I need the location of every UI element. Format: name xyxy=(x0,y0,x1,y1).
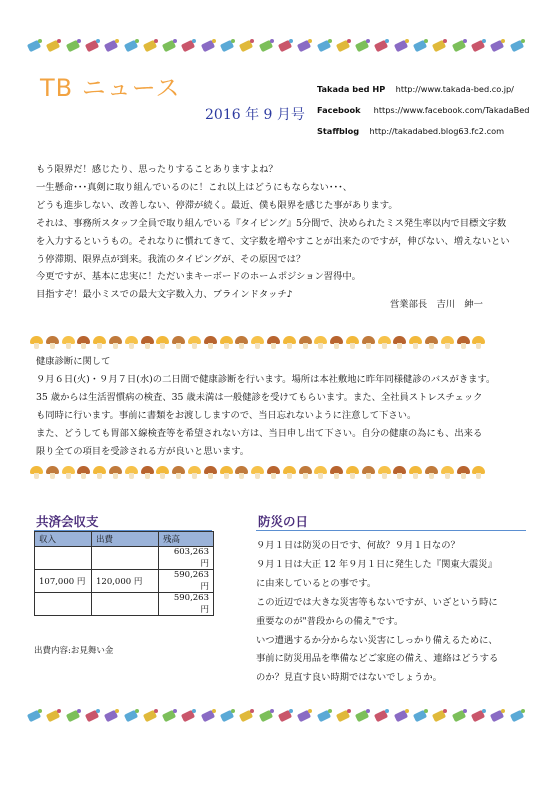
border-ornament-dot xyxy=(270,709,274,713)
health-line: 35 歳からは生活習慣病の検査、35 歳未満は一般健診を受けてもらいます。また、全社員ストレスチェック xyxy=(36,391,483,403)
mushroom-icon xyxy=(378,466,391,479)
article-line: 一生懸命･･･真剣に取り組んでいるのに！これ以上はどうにもならない･･･、 xyxy=(36,181,353,193)
mushroom-icon xyxy=(125,466,138,479)
mushroom-stem xyxy=(50,343,55,349)
border-ornament-dot xyxy=(424,39,428,43)
mushroom-stem xyxy=(145,343,150,349)
bosai-line: いつ遭遇するか分からない災害にしっかり備えるために、 xyxy=(256,634,498,646)
mushroom-stem xyxy=(224,473,229,479)
health-checkup-notice xyxy=(36,353,536,460)
mushroom-stem xyxy=(413,473,418,479)
mushroom-stem xyxy=(192,343,197,349)
border-ornament-dot xyxy=(77,39,81,43)
link-label: Staffblog xyxy=(317,126,360,136)
mushroom-stem xyxy=(397,473,402,479)
border-ornament-dot xyxy=(173,709,177,713)
mushroom-icon xyxy=(156,336,169,349)
mushroom-stem xyxy=(81,473,86,479)
mushroom-stem xyxy=(318,343,323,349)
border-ornament-dot xyxy=(38,39,42,43)
mushroom-stem xyxy=(113,473,118,479)
top-border-decoration xyxy=(28,36,532,58)
mushroom-stem xyxy=(160,343,165,349)
border-ornament-dot xyxy=(308,709,312,713)
article-line: 今更ですが、基本に忠実に！ただいまキーボードのホームポジション習得中。 xyxy=(36,271,361,283)
mushroom-icon xyxy=(283,336,296,349)
border-ornament-dot xyxy=(231,709,235,713)
bosai-line: ９月１日は大正 12 年９月１日に発生した『関東大震災』 xyxy=(256,558,497,570)
mushroom-icon xyxy=(141,466,154,479)
border-ornament-dot xyxy=(366,39,370,43)
link-row-facebook[interactable] xyxy=(317,100,530,121)
mushroom-icon xyxy=(378,336,391,349)
kyosai-expense-note: 出費内容:お見舞い金 xyxy=(34,646,114,656)
link-row-staffblog[interactable] xyxy=(317,121,530,142)
mushroom-icon xyxy=(393,336,406,349)
border-ornament-dot xyxy=(424,709,428,713)
border-ornament-dot xyxy=(57,709,61,713)
mushroom-stem xyxy=(445,343,450,349)
mushroom-icon xyxy=(314,336,327,349)
table-cell xyxy=(35,547,92,570)
border-ornament-dot xyxy=(385,709,389,713)
mushroom-icon xyxy=(172,466,185,479)
mushroom-stem xyxy=(350,343,355,349)
mushroom-icon xyxy=(62,466,75,479)
health-line: ９月６日(火)・９月７日(水)の二日間で健康診断を行います。場所は本社敷地に昨年同様健診のバスがきます。 xyxy=(36,373,496,385)
health-line: 健康診断に関して xyxy=(36,356,111,367)
table-cell: 590,263 円 xyxy=(159,570,214,593)
border-ornament-dot xyxy=(501,709,505,713)
mushroom-stem xyxy=(476,473,481,479)
mushroom-stem xyxy=(208,473,213,479)
border-ornament-dot xyxy=(38,709,42,713)
table-cell: 603,263 円 xyxy=(159,547,214,570)
mushroom-icon xyxy=(251,466,264,479)
border-ornament-dot xyxy=(135,709,139,713)
health-line: また、どうしても胃部Ｘ線検査等を希望されない方は、当日申し出て下さい。自分の健康の為にも、出来る xyxy=(36,427,483,439)
mushroom-stem xyxy=(129,473,134,479)
mushroom-stem xyxy=(176,343,181,349)
column-header: 収入 xyxy=(35,532,92,547)
mushroom-icon xyxy=(204,466,217,479)
mushroom-stem xyxy=(271,473,276,479)
mushroom-icon xyxy=(457,466,470,479)
contact-links xyxy=(317,79,530,142)
mushroom-icon xyxy=(346,336,359,349)
border-ornament-dot xyxy=(308,39,312,43)
border-ornament-dot xyxy=(385,39,389,43)
mushroom-icon xyxy=(204,336,217,349)
mushroom-stem xyxy=(350,473,355,479)
mushroom-icon xyxy=(125,336,138,349)
mushroom-icon xyxy=(283,466,296,479)
bosai-line: のか？見直す良い時期ではないでしょうか。 xyxy=(256,672,442,684)
border-ornament-dot xyxy=(501,39,505,43)
article-line: う停滞期、限界点が到来。我流のタイピングが、その原因では？ xyxy=(36,253,306,265)
link-url[interactable]: http://www.takada-bed.co.jp/ xyxy=(395,84,514,94)
mushroom-icon xyxy=(30,336,43,349)
mushroom-stem xyxy=(445,473,450,479)
table-cell: 107,000 円 xyxy=(35,570,92,593)
link-label: Takada bed HP xyxy=(317,84,386,94)
mushroom-stem xyxy=(81,343,86,349)
mushroom-divider-top xyxy=(30,334,490,352)
border-ornament-dot xyxy=(96,39,100,43)
mushroom-icon xyxy=(251,336,264,349)
mushroom-stem xyxy=(334,343,339,349)
table-cell: 120,000 円 xyxy=(92,570,159,593)
mushroom-stem xyxy=(429,473,434,479)
disaster-day-text xyxy=(256,537,536,688)
mushroom-icon xyxy=(425,466,438,479)
border-ornament-dot xyxy=(115,709,119,713)
mushroom-icon xyxy=(77,336,90,349)
mushroom-icon xyxy=(220,336,233,349)
kyosai-balance-table xyxy=(34,531,214,616)
bosai-section-title: 防災の日 xyxy=(258,514,309,529)
border-ornament-dot xyxy=(250,39,254,43)
newsletter-title: TB ニュース xyxy=(40,74,181,102)
border-ornament-dot xyxy=(328,39,332,43)
mushroom-icon xyxy=(409,466,422,479)
mushroom-stem xyxy=(97,473,102,479)
border-ornament-dot xyxy=(366,709,370,713)
link-label: Facebook xyxy=(317,105,361,115)
mushroom-stem xyxy=(255,473,260,479)
mushroom-stem xyxy=(287,343,292,349)
bosai-line: に由来しているとの事です。 xyxy=(256,577,377,589)
border-ornament-dot xyxy=(289,709,293,713)
mushroom-icon xyxy=(267,466,280,479)
mushroom-icon xyxy=(188,466,201,479)
mushroom-divider-bottom xyxy=(30,464,490,482)
table-cell xyxy=(92,547,159,570)
link-url[interactable]: https://www.facebook.com/TakadaBed xyxy=(373,105,530,115)
mushroom-icon xyxy=(441,336,454,349)
border-ornament-dot xyxy=(57,39,61,43)
mushroom-stem xyxy=(334,473,339,479)
mushroom-stem xyxy=(113,343,118,349)
mushroom-icon xyxy=(235,336,248,349)
article-line: どうも進歩しない、改善しない、停滞が続く。最近、僕も限界を感じた事があります。 xyxy=(36,199,398,211)
mushroom-icon xyxy=(425,336,438,349)
mushroom-stem xyxy=(429,343,434,349)
border-ornament-dot xyxy=(96,709,100,713)
border-ornament-dot xyxy=(231,39,235,43)
mushroom-icon xyxy=(409,336,422,349)
mushroom-icon xyxy=(472,336,485,349)
mushroom-icon xyxy=(30,466,43,479)
mushroom-icon xyxy=(346,466,359,479)
mushroom-stem xyxy=(34,343,39,349)
table-row xyxy=(35,547,214,570)
issue-date: 2016 年 9 月号 xyxy=(205,107,305,123)
border-ornament-dot xyxy=(135,39,139,43)
mushroom-stem xyxy=(145,473,150,479)
mushroom-icon xyxy=(362,466,375,479)
mushroom-stem xyxy=(224,343,229,349)
mushroom-icon xyxy=(330,336,343,349)
mushroom-icon xyxy=(172,336,185,349)
mushroom-stem xyxy=(66,473,71,479)
table-row xyxy=(35,570,214,593)
health-line: 限り全ての項目を受診される方が良いと思います。 xyxy=(36,445,250,457)
border-ornament-dot xyxy=(192,39,196,43)
border-ornament-dot xyxy=(212,39,216,43)
mushroom-icon xyxy=(93,466,106,479)
mushroom-icon xyxy=(77,466,90,479)
border-ornament-dot xyxy=(521,709,525,713)
kyosai-section-title: 共済会収支 xyxy=(36,514,99,529)
table-header-row xyxy=(35,532,214,547)
mushroom-stem xyxy=(97,343,102,349)
mushroom-stem xyxy=(413,343,418,349)
column-header: 出費 xyxy=(92,532,159,547)
mushroom-stem xyxy=(239,343,244,349)
bosai-line: 事前に防災用品を準備などご家庭の備え、連絡はどうする xyxy=(256,653,499,665)
bosai-line: この近辺では大きな災害等もないですが、いざという時に xyxy=(256,596,498,608)
mushroom-icon xyxy=(93,336,106,349)
mushroom-stem xyxy=(239,473,244,479)
mushroom-stem xyxy=(160,473,165,479)
mushroom-icon xyxy=(62,336,75,349)
bosai-title-underline xyxy=(256,530,526,531)
mushroom-stem xyxy=(366,343,371,349)
article-line: を入力するというもの。それなりに慣れてきて、文字数を増やすことが出来たのですが，伸びない、増えないとい xyxy=(36,235,510,247)
table-cell: 590,263 円 xyxy=(159,593,214,616)
border-ornament-dot xyxy=(463,39,467,43)
mushroom-icon xyxy=(330,466,343,479)
mushroom-stem xyxy=(176,473,181,479)
article-line: それは、事務所スタッフ全員で取り組んでいる『タイピング』5分間で、決められたミス発生率以内で目標文字数 xyxy=(36,217,507,229)
border-ornament-dot xyxy=(270,39,274,43)
article-signature: 営業部長 吉川 紳一 xyxy=(390,299,483,310)
article-line: もう限界だ！感じたり、思ったりすることありますよね？ xyxy=(36,164,278,175)
mushroom-icon xyxy=(299,336,312,349)
border-ornament-dot xyxy=(347,709,351,713)
mushroom-icon xyxy=(299,466,312,479)
border-ornament-dot xyxy=(212,709,216,713)
mushroom-icon xyxy=(141,336,154,349)
mushroom-icon xyxy=(457,336,470,349)
border-ornament-dot xyxy=(289,39,293,43)
border-ornament-dot xyxy=(482,39,486,43)
border-ornament-dot xyxy=(154,39,158,43)
border-ornament-dot xyxy=(443,39,447,43)
mushroom-stem xyxy=(397,343,402,349)
health-line: も同時に行います。事前に書類をお渡ししますので、当日忘れないように注意して下さい。 xyxy=(36,409,417,421)
mushroom-icon xyxy=(188,336,201,349)
border-ornament-dot xyxy=(405,39,409,43)
mushroom-icon xyxy=(109,466,122,479)
border-ornament-dot xyxy=(347,39,351,43)
border-ornament-dot xyxy=(250,709,254,713)
mushroom-icon xyxy=(267,336,280,349)
border-ornament-dot xyxy=(154,709,158,713)
link-url[interactable]: http://takadabed.blog63.fc2.com xyxy=(369,126,505,136)
table-cell xyxy=(92,593,159,616)
article-line: 目指すぞ！最小ミスでの最大文字数入力、ブラインドタッチ♪ xyxy=(36,289,293,301)
border-ornament-dot xyxy=(77,709,81,713)
mushroom-stem xyxy=(382,343,387,349)
border-ornament-dot xyxy=(482,709,486,713)
mushroom-stem xyxy=(366,473,371,479)
table-row xyxy=(35,593,214,616)
border-ornament-dot xyxy=(173,39,177,43)
mushroom-icon xyxy=(220,466,233,479)
mushroom-stem xyxy=(318,473,323,479)
mushroom-icon xyxy=(156,466,169,479)
mushroom-stem xyxy=(208,343,213,349)
mushroom-icon xyxy=(46,466,59,479)
mushroom-stem xyxy=(129,343,134,349)
border-ornament-dot xyxy=(521,39,525,43)
mushroom-stem xyxy=(255,343,260,349)
mushroom-stem xyxy=(461,343,466,349)
mushroom-icon xyxy=(472,466,485,479)
bottom-border-decoration xyxy=(28,706,532,728)
border-ornament-dot xyxy=(328,709,332,713)
mushroom-stem xyxy=(476,343,481,349)
table-cell xyxy=(35,593,92,616)
border-ornament-dot xyxy=(405,709,409,713)
column-header: 残高 xyxy=(159,532,214,547)
mushroom-icon xyxy=(109,336,122,349)
mushroom-stem xyxy=(271,343,276,349)
mushroom-icon xyxy=(362,336,375,349)
mushroom-icon xyxy=(235,466,248,479)
border-ornament-dot xyxy=(192,709,196,713)
border-ornament-dot xyxy=(115,39,119,43)
mushroom-stem xyxy=(303,473,308,479)
mushroom-stem xyxy=(382,473,387,479)
mushroom-icon xyxy=(46,336,59,349)
mushroom-icon xyxy=(393,466,406,479)
link-row-hp[interactable] xyxy=(317,79,530,100)
article-body xyxy=(36,161,526,304)
mushroom-stem xyxy=(66,343,71,349)
bosai-line: 重要なのが"普段からの備え"です。 xyxy=(256,615,404,627)
border-ornament-dot xyxy=(443,709,447,713)
mushroom-icon xyxy=(441,466,454,479)
mushroom-stem xyxy=(461,473,466,479)
mushroom-stem xyxy=(287,473,292,479)
mushroom-stem xyxy=(303,343,308,349)
bosai-line: ９月１日は防災の日です、何故？９月１日なの？ xyxy=(256,540,460,551)
mushroom-icon xyxy=(314,466,327,479)
mushroom-stem xyxy=(50,473,55,479)
border-ornament-dot xyxy=(463,709,467,713)
mushroom-stem xyxy=(34,473,39,479)
mushroom-stem xyxy=(192,473,197,479)
